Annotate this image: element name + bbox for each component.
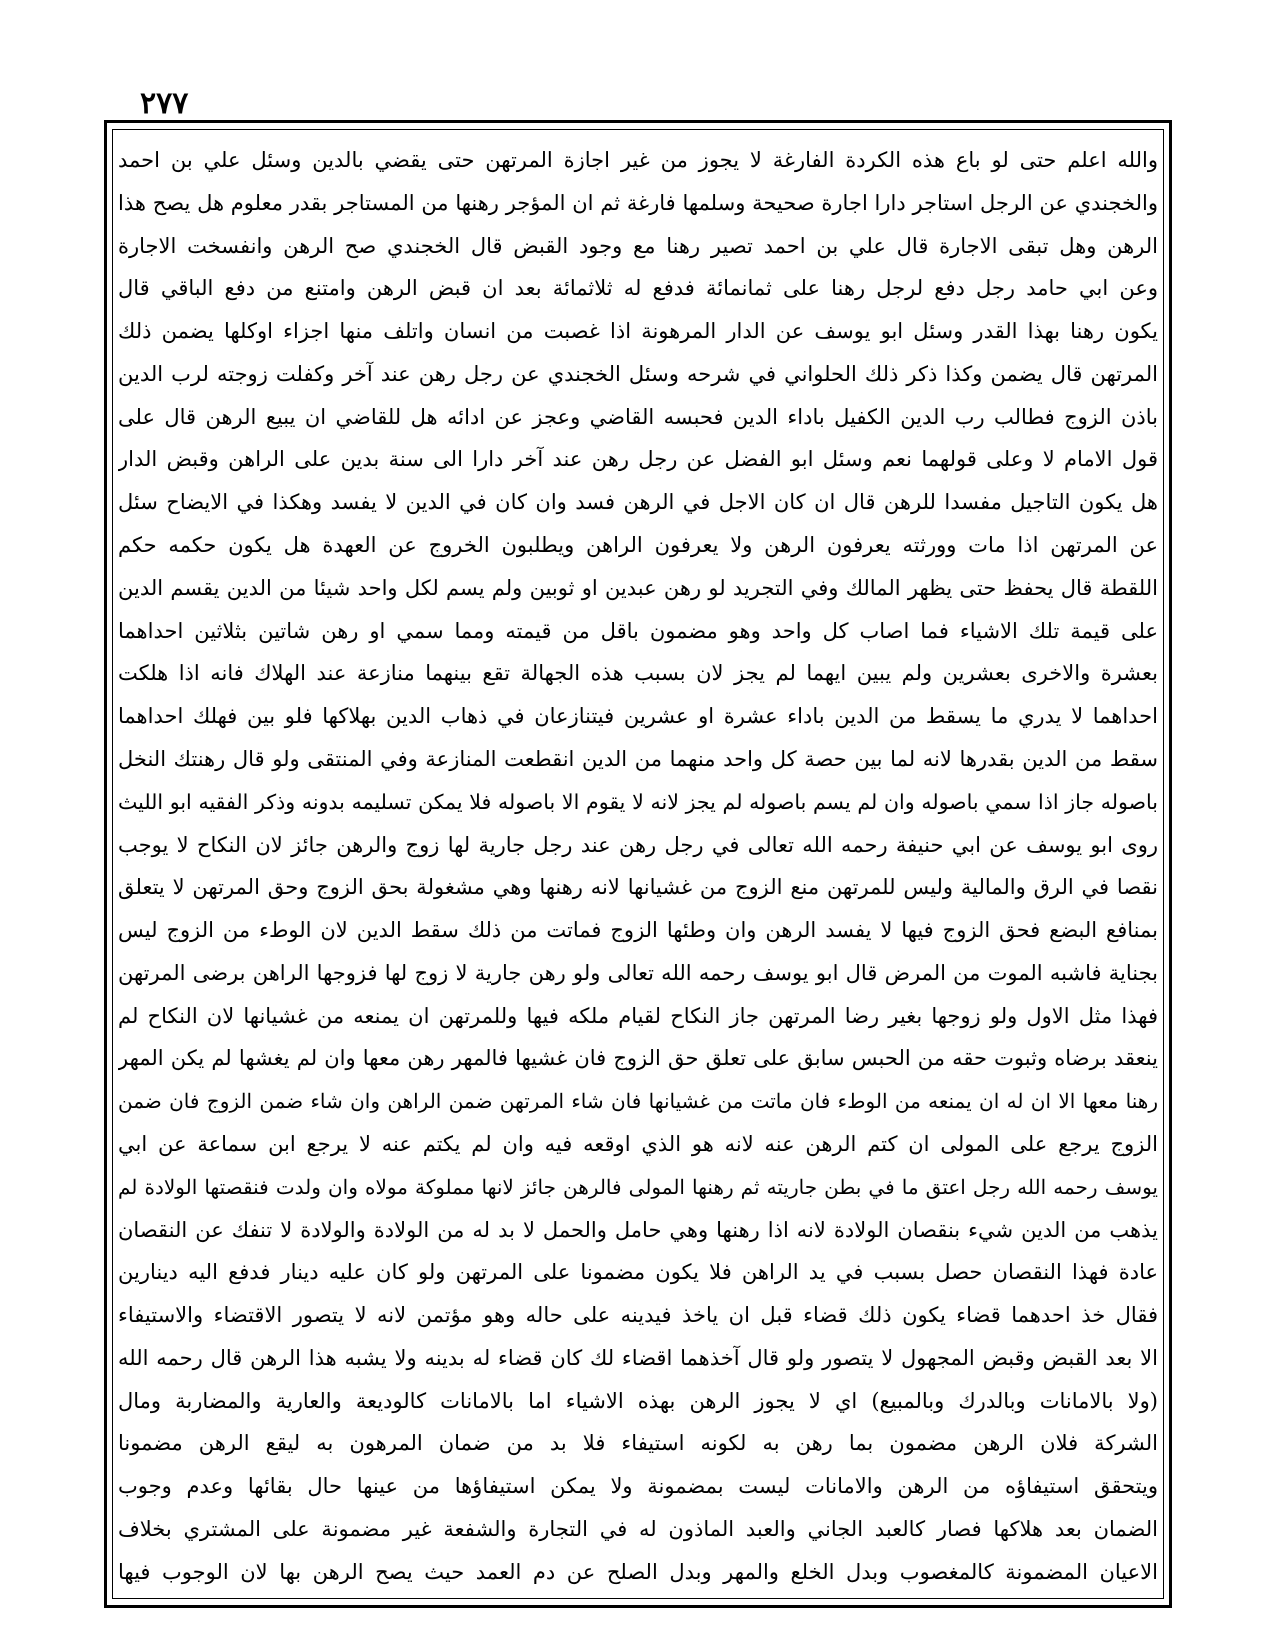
text-line: رهنا معها الا ان له ان يمنعه من الوطء فان ماتت من غشيانها فان شاء المرتهن ضمن الراهن وان شاء ضمن الزوج فان ضمن [118,1089,1158,1114]
text-line: الزوج يرجع على المولى ان كتم الرهن عنه لانه هو الذي اوقعه فيه وان لم يكتم عنه لا يرجع ابن سماعة عن ابي [118,1131,1158,1156]
text-line: بعشرة والاخرى بعشرين ولم يبين ايهما لم يجز لان بسبب هذه الجهالة تقع بينهما منازعة عند الهلاك فانه اذا هلكت [118,661,1158,686]
text-line: احداهما لا يدري ما يسقط من الدين باداء عشرة او عشرين فيتنازعان في ذهاب الدين بهلاكها فلو بين فهلك احداهما [118,704,1158,729]
text-line: يذهب من الدين شيء بنقصان الولادة لانه اذا رهنها وهي حامل والحمل لا بد له من الولادة والولادة لا تنفك عن النقصان [118,1217,1158,1242]
text-line: على قيمة تلك الاشياء فما اصاب كل واحد وهو مضمون باقل من قيمته ومما سمي او رهن شاتين بثلاثين احداهما [118,618,1158,643]
text-line: يكون رهنا بهذا القدر وسئل ابو يوسف عن الدار المرهونة اذا غصبت من انسان واتلف منها اجزاء اوكلها يضمن ذلك [118,319,1158,344]
text-line: المرتهن قال يضمن وكذا ذكر ذلك الحلواني في شرحه وسئل الخجندي عن رجل رهن عند آخر وكفلت زوجته لرب الدين [118,361,1158,386]
text-line: وعن ابي حامد رجل دفع لرجل رهنا على ثمانمائة فدفع له ثلاثمائة بعد ان قبض الرهن وامتنع من دفع الباقي قال [118,276,1158,301]
body-text [118,140,1158,1592]
text-line: فقال خذ احدهما قضاء يكون ذلك قضاء قبل ان ياخذ فيدينه على حاله وهو مؤتمن لانه لا يتصور الاقتضاء والاستيفاء [118,1303,1158,1328]
text-line: باصوله جاز اذا سمي باصوله وان لم يسم باصوله لم يجز لانه لا يقوم الا باصوله فلا يمكن تسليمه بدونه وذكر الفقيه ابو الليث [118,789,1158,814]
text-line: الضمان بعد هلاكها فصار كالعبد الجاني والعبد الماذون له في التجارة والشفعة غير مضمونة على المشتري بخلاف [118,1517,1158,1541]
text-line: ينعقد برضاه وثبوت حقه من الحبس سابق على تعلق حق الزوج فان غشيها فالمهر رهن معها وان لم يغشها لم يكن المهر [118,1046,1158,1071]
text-line: الاعيان المضمونة كالمغصوب وبدل الخلع والمهر وبدل الصلح عن دم العمد حيث يصح الرهن بها لان الوجوب فيها [118,1559,1158,1584]
text-line: عادة فهذا النقصان حصل بسبب في يد الراهن فلا يكون مضمونا على المرتهن ولو كان عليه دينار فدفع اليه دينارين [118,1260,1158,1285]
text-line: اللقطة قال يحفظ حتى يظهر المالك وفي التجريد لو رهن عبدين او ثوبين ولم يسم لكل واحد شيئا من الدين يقسم الدين [118,575,1158,600]
text-line: عن المرتهن اذا مات وورثته يعرفون الرهن ولا يعرفون الراهن ويطلبون الخروج عن العهدة هل يكون حكمه حكم [118,533,1158,558]
text-line: الشركة فلان الرهن مضمون بما رهن به لكونه استيفاء فلا بد من ضمان المرهون به ليقع الرهن مضمونا [118,1431,1158,1456]
page-number: ٢٧٧ [140,86,189,121]
text-line: (ولا بالامانات وبالدرك وبالمبيع) اي لا يجوز الرهن بهذه الاشياء اما بالامانات كالوديعة والعارية والمضاربة ومال [118,1388,1158,1413]
text-line: فهذا مثل الاول ولو زوجها بغير رضا المرتهن جاز النكاح لقيام ملكه فيها وللمرتهن ان يمنعه من غشيانها لان النكاح لم [118,1003,1158,1028]
text-line: والله اعلم حتى لو باع هذه الكردة الفارغة لا يجوز من غير اجازة المرتهن حتى يقضي بالدين وسئل علي بن احمد [118,148,1158,172]
text-line: يوسف رحمه الله رجل اعتق ما في بطن جاريته ثم رهنها المولى فالرهن جائز لانها مملوكة مولاه وان ولدت فنقصتها الولادة لم [118,1174,1158,1199]
text-line: الا بعد القبض وقبض المجهول لا يتصور ولو قال آخذهما اقضاء لك كان قضاء له بدينه ولا يشبه هذا الرهن قال رحمه الله [118,1345,1158,1370]
text-line: والخجندي عن الرجل استاجر دارا اجارة صحيحة وسلمها فارغة ثم ان المؤجر رهنها من المستاجر بقدر معلوم هل يصح هذا [118,190,1158,215]
text-line: نقصا في الرق والمالية وليس للمرتهن منع الزوج من غشيانها لانه رهنها وهي مشغولة بحق الزوج وحق المرتهن لا يتعلق [118,875,1158,900]
text-line: ويتحقق استيفاؤه من الرهن والامانات ليست بمضمونة ولا يمكن استيفاؤها من عينها حال بقائها وعدم وجوب [118,1474,1158,1499]
text-line: بجناية فاشبه الموت من المرض قال ابو يوسف رحمه الله تعالى ولو رهن جارية لا زوج لها فزوجها الراهن برضى المرتهن [118,960,1158,985]
text-line: قول الامام لا وعلى قولهما نعم وسئل ابو الفضل عن رجل رهن عند آخر دارا الى سنة بدين على الراهن وقبض الدار [118,447,1158,472]
text-line: الرهن وهل تبقى الاجارة قال علي بن احمد تصير رهنا مع وجود القبض قال الخجندي صح الرهن وانفسخت الاجارة [118,233,1158,258]
text-line: هل يكون التاجيل مفسدا للرهن قال ان كان الاجل في الرهن فسد وان كان في الدين لا يفسد وهكذا في الايضاح سئل [118,490,1158,515]
text-line: سقط من الدين بقدرها لانه لما بين حصة كل واحد منهما من الدين انقطعت المنازعة وفي المنتقى ولو قال رهنتك النخل [118,746,1158,771]
text-line: باذن الزوج فطالب رب الدين الكفيل باداء الدين فحبسه القاضي وعجز عن ادائه هل للقاضي ان يبيع الرهن قال على [118,404,1158,429]
text-line: روى ابو يوسف عن ابي حنيفة رحمه الله تعالى في رجل رهن عند رجل جارية لها زوج والرهن جائز لان النكاح لا يوجب [118,832,1158,857]
text-line: بمنافع البضع فحق الزوج فيها لا يفسد الرهن وان وطئها الزوج فماتت من ذلك سقط الدين لان الوطء من الزوج ليس [118,918,1158,943]
